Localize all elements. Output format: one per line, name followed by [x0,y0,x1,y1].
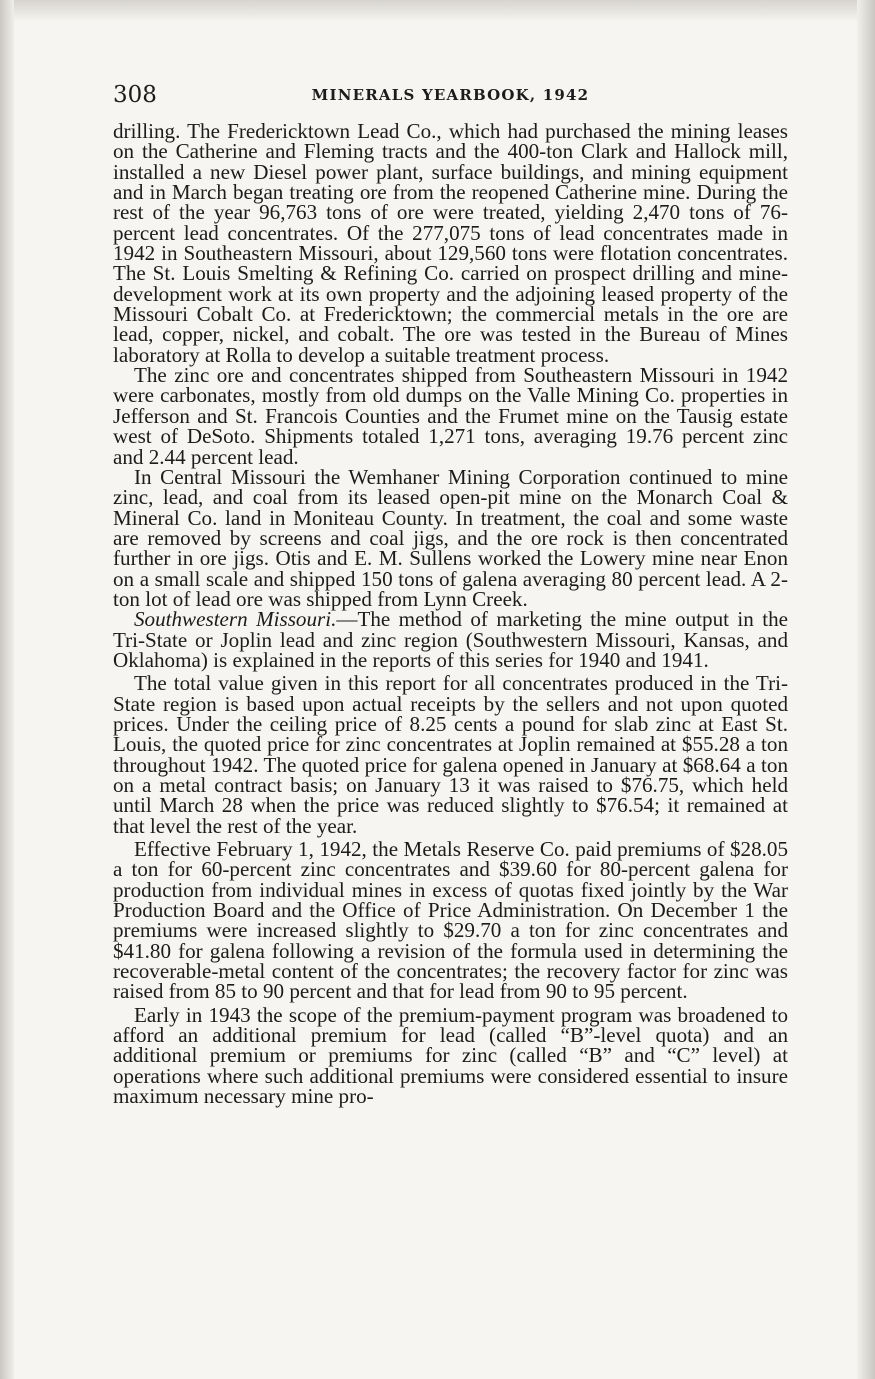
running-head: MINERALS YEARBOOK, 1942 [311,86,590,104]
page-right-edge [857,0,875,1379]
paragraph-fredericktown: drilling. The Fredericktown Lead Co., which had purchased the mining leases on the Catherine and Fleming tracts and the 400-ton Clark and Hallock mill, installed a new Diesel power plant, surface buildings, and mining equipment and in March began treating ore from the reopened Catherine mine. During the rest of the year 96,763 tons of ore were treated, yielding 2,470 tons of 76-percent lead concentrates. Of the 277,075 tons of lead concentrates made in 1942 in Southeastern Missouri, about 129,560 tons were flotation concentrates. The St. Louis Smelting & Refining Co. carried on prospect drilling and mine-development work at its own property and the adjoining leased property of the Missouri Cobalt Co. at Fredericktown; the commercial metals in the ore are lead, copper, nickel, and cobalt. The ore was tested in the Bureau of Mines laboratory at Rolla to develop a suitable treatment process. [113,119,788,367]
paragraph-central-missouri: In Central Missouri the Wemhaner Mining Corporation continued to mine zinc, lead, and coal from its leased open-pit mine on the Monarch Coal & Mineral Co. land in Moniteau County. In treatment, the coal and some waste are removed by screens and coal jigs, and the ore rock is then concentrated further in ore jigs. Otis and E. M. Sullens worked the Lowery mine near Enon on a small scale and shipped 150 tons of galena averaging 80 percent lead. A 2-ton lot of lead ore was shipped from Lynn Creek. [113,464,788,611]
paragraph-southwestern-missouri-text: —The method of marketing the mine output in the Tri-State or Joplin lead and zinc region (Southwestern Missouri, Kansas, and Oklahoma) is explained in the reports of this series for 1940 and 1941. [113,607,788,672]
page-left-edge [0,0,14,1379]
paragraph-premium-program-1943: Early in 1943 the scope of the premium-payment program was broadened to afford an additional premium for lead (called “B”-level quota) and an additional premium or premiums for zinc (called “B” and “C” level) at operations where such additional premiums were considered essential to insure maximum necessary mine pro- [113,1002,788,1109]
paragraph-southwestern-missouri [113,609,788,670]
body-text [113,121,788,1107]
page-header [113,78,788,112]
paragraph-tri-state-value: The total value given in this report for all concentrates produced in the Tri-State region is based upon actual receipts by the sellers and not upon quoted prices. Under the ceiling price of 8.25 cents a pound for slab zinc at East St. Louis, the quoted price for zinc concentrates at Joplin remained at $55.28 a ton throughout 1942. The quoted price for galena opened in January at $68.64 a ton on a metal contract basis; on January 13 it was raised to $76.75, which held until March 28 when the price was reduced slightly to $76.54; it remained at that level the rest of the year. [113,671,788,838]
paragraph-metals-reserve-premiums: Effective February 1, 1942, the Metals Reserve Co. paid premiums of $28.05 a ton for 60-percent zinc concentrates and $39.60 for 80-percent galena for production from individual mines in excess of quotas fixed jointly by the War Production Board and the Office of Price Administration. On December 1 the premiums were increased slightly to $29.70 a ton for zinc concentrates and $41.80 for galena following a revision of the formula used in determining the recoverable-metal content of the concentrates; the recovery factor for zinc was raised from 85 to 90 percent and that for lead from 90 to 95 percent. [113,837,788,1004]
section-heading-southwestern-missouri: Southwestern Missouri. [134,607,337,632]
paragraph-zinc-shipments: The zinc ore and concentrates shipped from Southeastern Missouri in 1942 were carbonates, mostly from old dumps on the Valle Mining Co. properties in Jefferson and St. Francois Counties and the Frumet mine on the Tausig estate west of DeSoto. Shipments totaled 1,271 tons, averaging 19.76 percent zinc and 2.44 percent lead. [113,363,788,469]
page-top-shadow [0,0,875,22]
page-number: 308 [113,82,157,108]
